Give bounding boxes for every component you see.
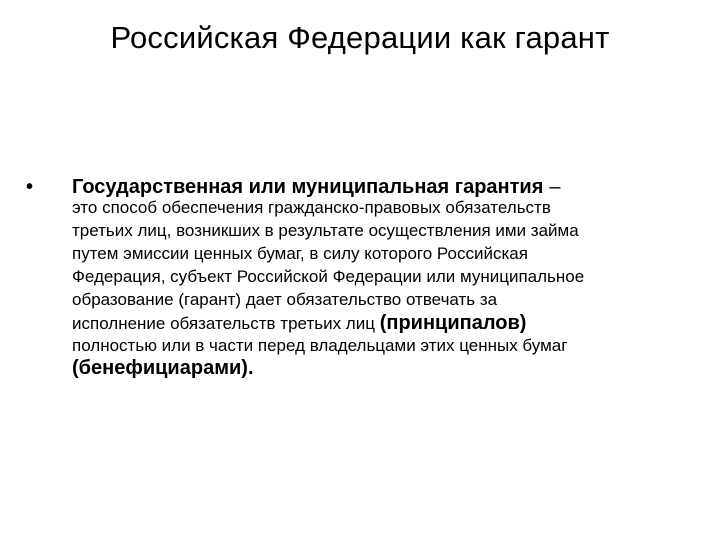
- slide-title: Российская Федерации как гарант: [110, 20, 610, 55]
- bullet-lead: [72, 176, 561, 198]
- body-line-1: это способ обеспечения гражданско-правовых обязательств: [72, 198, 551, 217]
- body-line-6: [72, 313, 526, 334]
- lead-term: Государственная или муниципальная гарантия: [72, 176, 544, 198]
- body-line-8: [72, 358, 254, 379]
- body-line-2: третьих лиц, возникших в результате осуществления ими займа: [72, 221, 579, 240]
- body-line-3: путем эмиссии ценных бумаг, в силу которого Российская: [72, 244, 528, 263]
- lead-dash: –: [549, 176, 561, 198]
- body-line-7: полностью или в части перед владельцами этих ценных бумаг: [72, 336, 568, 355]
- body-line-5: образование (гарант) дает обязательство отвечать за: [72, 290, 498, 309]
- beneficiaries-term: (бенефициарами).: [72, 357, 254, 379]
- body-line-4: Федерация, субъект Российской Федерации или муниципальное: [72, 267, 585, 286]
- bullet-marker: •: [26, 176, 34, 198]
- principals-term: (принципалов): [379, 312, 527, 334]
- line6-text: исполнение обязательств третьих лиц: [72, 314, 375, 333]
